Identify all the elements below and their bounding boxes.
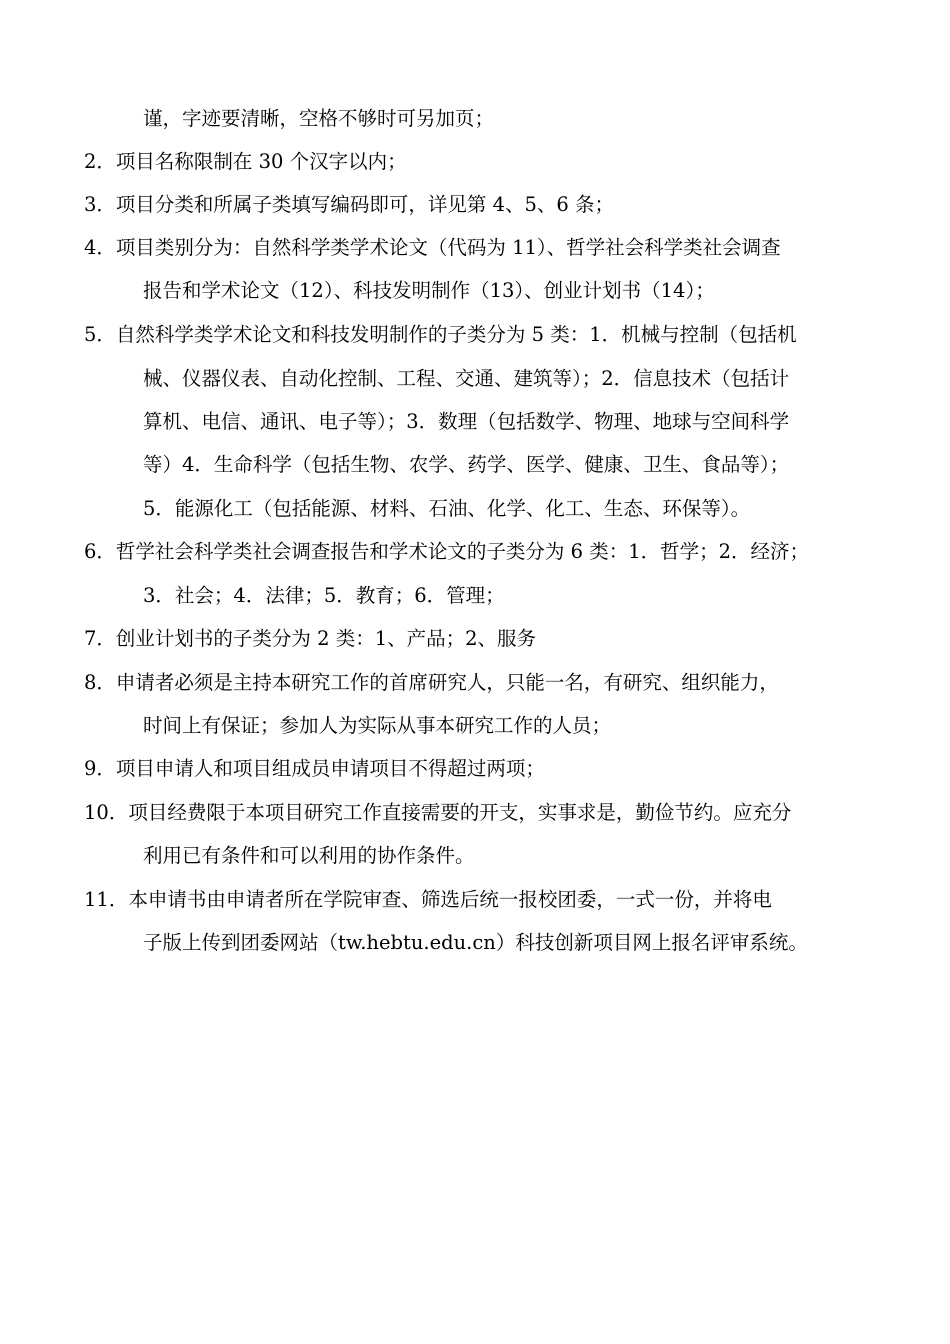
instruction-1-cont: 谨，字迹要清晰，空格不够时可另加页； [143, 107, 495, 130]
instruction-7: 7．创业计划书的子类分为 2 类：1、产品；2、服务 [84, 627, 537, 650]
instruction-3: 3．项目分类和所属子类填写编码即可，详见第 4、5、6 条； [84, 193, 615, 216]
instruction-11: 11．本申请书由申请者所在学院审查、筛选后统一报校团委，一式一份，并将电 [84, 888, 772, 911]
instruction-5-cont-4: 5．能源化工（包括能源、材料、石油、化学、化工、生态、环保等）。 [143, 497, 751, 520]
instruction-6: 6．哲学社会科学类社会调查报告和学术论文的子类分为 6 类：1．哲学；2．经济； [84, 540, 810, 563]
instruction-6-cont: 3．社会；4．法律；5．教育；6．管理； [143, 584, 505, 607]
instruction-8-cont: 时间上有保证；参加人为实际从事本研究工作的人员； [143, 714, 612, 737]
instruction-9: 9．项目申请人和项目组成员申请项目不得超过两项； [84, 757, 545, 780]
instruction-4: 4．项目类别分为：自然科学类学术论文（代码为 11）、哲学社会科学类社会调查 [84, 236, 781, 259]
instruction-5-cont-2: 算机、电信、通讯、电子等）；3．数理（包括数学、物理、地球与空间科学 [143, 410, 790, 433]
instruction-4-cont: 报告和学术论文（12）、科技发明制作（13）、创业计划书（14）； [143, 279, 715, 302]
instruction-2: 2．项目名称限制在 30 个汉字以内； [84, 150, 407, 173]
instruction-5-cont-1: 械、仪器仪表、自动化控制、工程、交通、建筑等）；2．信息技术（包括计 [143, 367, 790, 390]
instruction-10-cont: 利用已有条件和可以利用的协作条件。 [143, 844, 475, 867]
instruction-5-cont-3: 等）4．生命科学（包括生物、农学、药学、医学、健康、卫生、食品等）； [143, 453, 790, 476]
instruction-8: 8．申请者必须是主持本研究工作的首席研究人，只能一名，有研究、组织能力， [84, 671, 779, 694]
instruction-5: 5．自然科学类学术论文和科技发明制作的子类分为 5 类：1．机械与控制（包括机 [84, 323, 797, 346]
instruction-10: 10．项目经费限于本项目研究工作直接需要的开支，实事求是，勤俭节约。应充分 [84, 801, 792, 824]
instruction-11-cont: 子版上传到团委网站（tw.hebtu.edu.cn）科技创新项目网上报名评审系统。 [143, 931, 808, 954]
